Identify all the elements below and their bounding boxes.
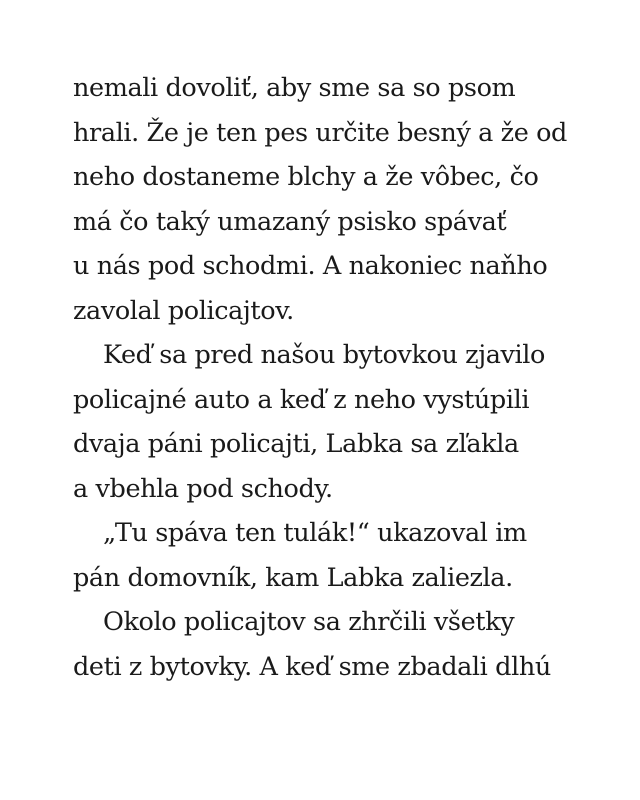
text-line: „Tu spáva ten tulák!“ ukazoval im <box>103 518 527 548</box>
text-line: má čo taký umazaný psisko spávať <box>73 206 507 237</box>
text-line: Okolo policajtov sa zhrčili všetky <box>103 607 515 637</box>
text-line: Keď sa pred našou bytovkou zjavilo <box>103 340 545 370</box>
text-line: dvaja páni policajti, Labka sa zľakla <box>73 429 519 459</box>
text-line: neho dostaneme blchy a že vôbec, čo <box>73 162 539 192</box>
text-line: u nás pod schodmi. A nakoniec naňho <box>73 251 548 281</box>
text-line: hrali. Že je ten pes určite besný a že od <box>73 117 567 148</box>
text-line: zavolal policajtov. <box>73 295 294 326</box>
text-line: policajné auto a keď z neho vystúpili <box>73 384 530 415</box>
text-line: deti z bytovky. A keď sme zbadali dlhú <box>73 651 551 682</box>
body-text <box>73 66 613 689</box>
text-line: a vbehla pod schody. <box>73 473 333 504</box>
text-line: pán domovník, kam Labka zaliezla. <box>73 562 513 593</box>
text-line: nemali dovoliť, aby sme sa so psom <box>73 73 516 103</box>
